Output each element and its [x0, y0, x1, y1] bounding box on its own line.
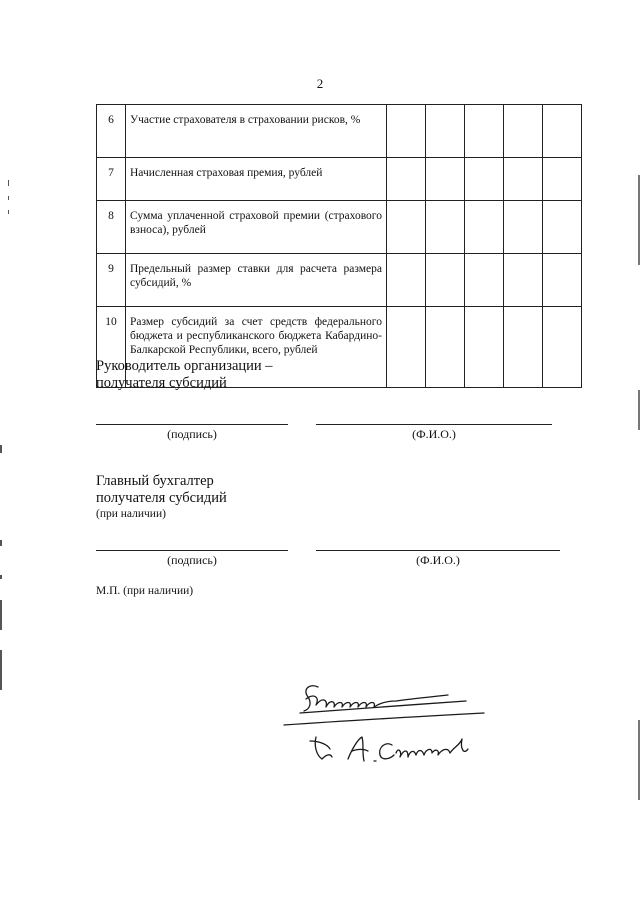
accountant-name-caption: (Ф.И.О.) [416, 553, 460, 567]
table-cell [465, 254, 504, 307]
row-number: 9 [97, 254, 126, 307]
accountant-signature-line [96, 550, 288, 551]
head-signature-caption: (подпись) [167, 427, 217, 441]
stamp-note: М.П. (при наличии) [96, 585, 194, 597]
head-signature-line [96, 424, 288, 425]
row-number: 6 [97, 105, 126, 158]
row-number: 10 [97, 307, 126, 388]
row-number: 8 [97, 201, 126, 254]
table-cell [387, 158, 426, 201]
table-cell [426, 254, 465, 307]
table-cell [504, 254, 543, 307]
table-cell [465, 201, 504, 254]
table-cell [465, 105, 504, 158]
accountant-name-line [316, 550, 560, 551]
table-cell [387, 254, 426, 307]
table-cell [543, 105, 582, 158]
table-row [97, 158, 582, 201]
row-description: Размер субсидий за счет средств федерального бюджета и республиканского бюджета Кабардино-Балкарской Республики, всего, рублей [126, 307, 387, 388]
table-cell [543, 158, 582, 201]
table-cell [387, 105, 426, 158]
head-title-line: Руководитель организации – [96, 358, 273, 374]
table-cell [426, 201, 465, 254]
table-row [97, 201, 582, 254]
table-cell [426, 307, 465, 388]
table-cell [504, 307, 543, 388]
table-cell [543, 254, 582, 307]
row-number: 7 [97, 158, 126, 201]
accountant-signature-caption: (подпись) [167, 553, 217, 567]
row-description: Предельный размер ставки для расчета размера субсидий, % [126, 254, 387, 307]
page-number: 2 [316, 76, 324, 91]
head-name-caption: (Ф.И.О.) [412, 427, 456, 441]
accountant-title-line: получателя субсидий [96, 490, 227, 506]
table-cell [504, 105, 543, 158]
table-cell [387, 201, 426, 254]
row-description: Сумма уплаченной страховой премии (страхового взноса), рублей [126, 201, 387, 254]
head-title-line: получателя субсидий [96, 375, 227, 391]
accountant-title [96, 473, 227, 507]
table-cell [426, 158, 465, 201]
table-row [97, 105, 582, 158]
subsidy-table [96, 104, 582, 388]
table-row [97, 254, 582, 307]
accountant-note: (при наличии) [96, 508, 166, 520]
table-cell [465, 307, 504, 388]
table-cell [387, 307, 426, 388]
handwritten-signature [270, 675, 500, 775]
table-cell [426, 105, 465, 158]
table-cell [465, 158, 504, 201]
row-description: Участие страхователя в страховании рисков, % [126, 105, 387, 158]
accountant-title-line: Главный бухгалтер [96, 473, 214, 489]
table-cell [504, 158, 543, 201]
head-name-line [316, 424, 552, 425]
row-description: Начисленная страховая премия, рублей [126, 158, 387, 201]
table-cell [543, 307, 582, 388]
head-title [96, 358, 273, 392]
table-cell [504, 201, 543, 254]
table-cell [543, 201, 582, 254]
